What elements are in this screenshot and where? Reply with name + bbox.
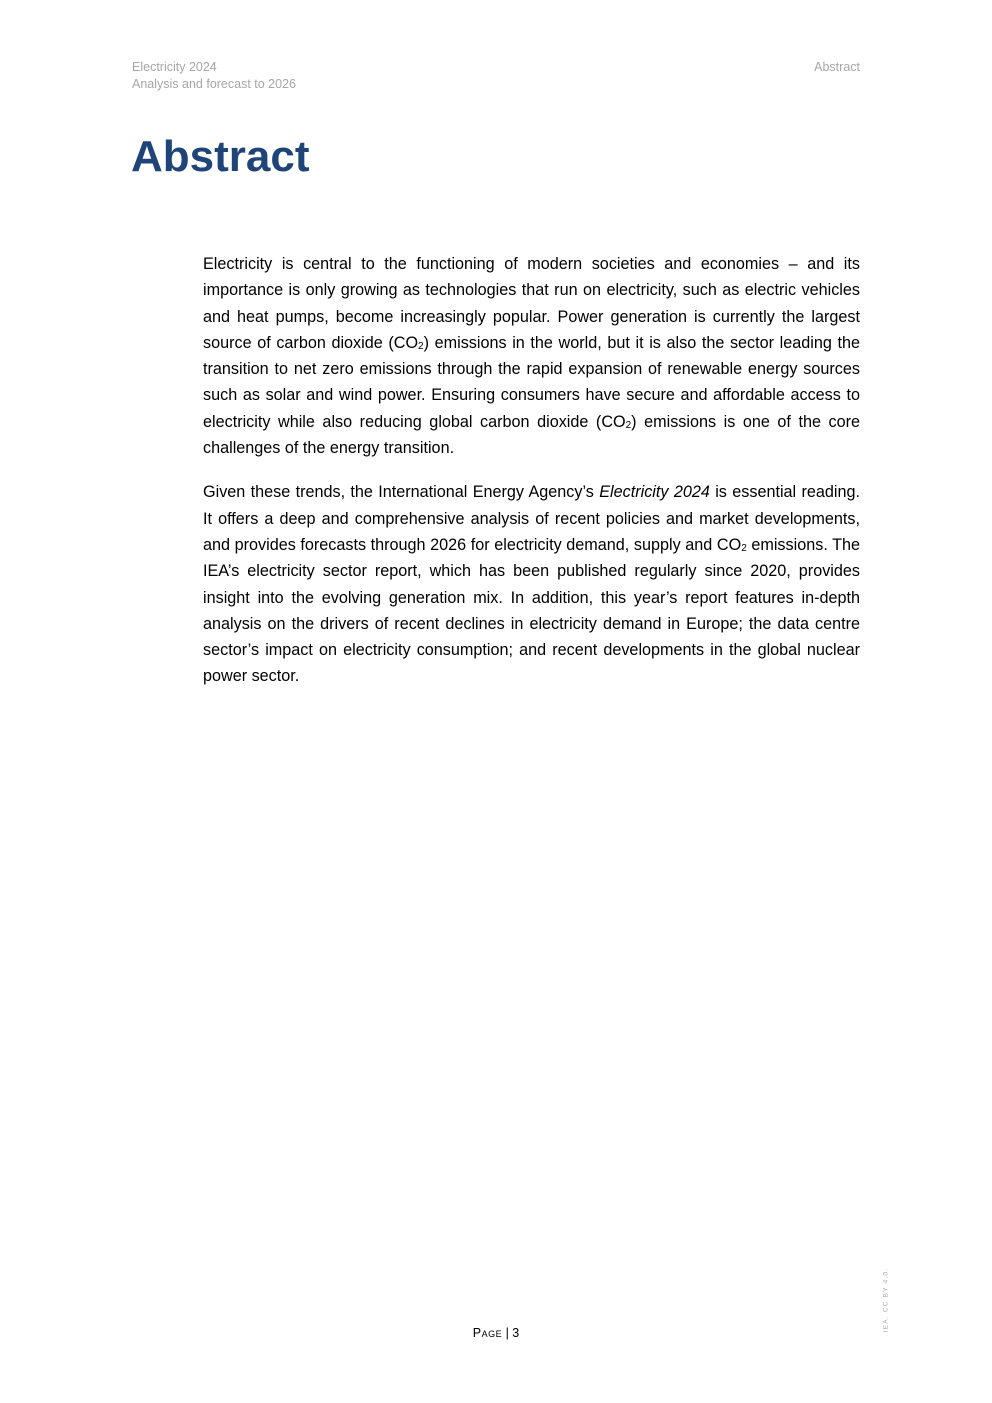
- paragraph-text: Electricity is central to the functioning of modern societies and economies – and its importance is only growing as technologies that run on electricity, such as electric vehicles and heat pumps, become increasingly popular. Power generation is currently the largest source of carbon dioxide (CO: [203, 255, 860, 352]
- page-number: 3: [512, 1326, 520, 1340]
- abstract-paragraph-2: [203, 479, 860, 689]
- paragraph-text: ) emissions is one of the core challenges of the energy transition.: [203, 412, 860, 458]
- running-header-left: [132, 59, 296, 93]
- page-label: Page: [472, 1326, 503, 1340]
- subscript: 2: [418, 340, 424, 352]
- paragraph-text: Given these trends, the International Energy Agency’s: [203, 483, 600, 502]
- paragraph-text: emissions. The IEA’s electricity sector report, which has been published regularly since 2020, provides insight into the evolving generation mix. In addition, this year’s report features in-depth analysis on the drivers of recent declines in electricity demand in Europe; the data centre sector’s impact on electricity consumption; and recent developments in the global nuclear power sector.: [203, 535, 861, 686]
- subscript: 2: [741, 542, 747, 554]
- paragraph-text: is essential reading. It offers a deep and comprehensive analysis of recent policies and market developments, and provides forecasts through 2026 for electricity demand, supply and CO: [203, 483, 860, 554]
- report-subtitle: Analysis and forecast to 2026: [132, 77, 296, 91]
- subscript: 2: [625, 419, 632, 431]
- abstract-paragraph-1: [203, 251, 860, 461]
- abstract-body: [203, 251, 860, 708]
- page-footer: [0, 1326, 992, 1340]
- license-note: IEA. CC BY 4.0.: [882, 1267, 890, 1333]
- report-name-italic: Electricity 2024: [599, 483, 710, 502]
- page-title: Abstract: [131, 132, 310, 181]
- report-title: Electricity 2024: [132, 60, 217, 74]
- page-separator: |: [502, 1326, 513, 1340]
- paragraph-text: ) emissions in the world, but it is also the sector leading the transition to net zero emissions through the rapid expansion of renewable energy sources such as solar and wind power. Ensuring consumers have secure and affordable access to electricity while also reducing global carbon dioxide (CO: [203, 333, 860, 431]
- running-header-section: Abstract: [814, 60, 860, 74]
